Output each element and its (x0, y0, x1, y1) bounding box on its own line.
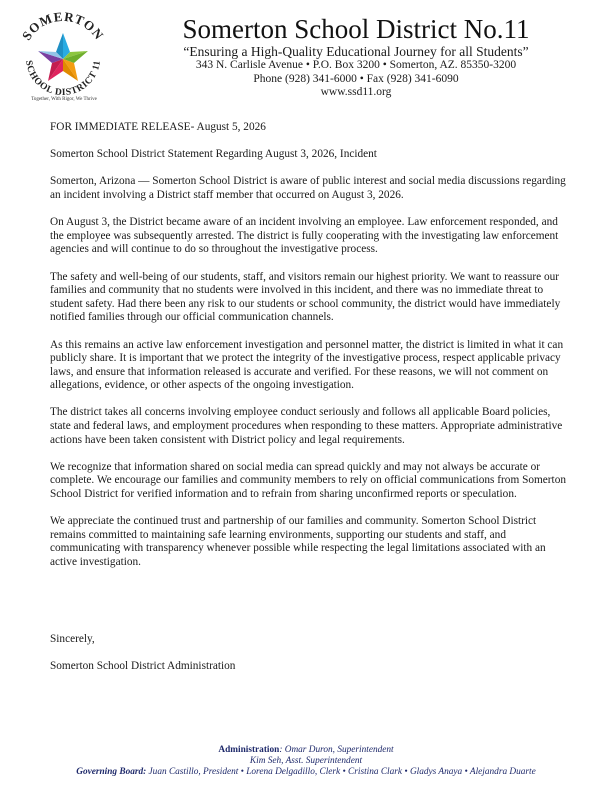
release-closing: Sincerely, (50, 633, 95, 645)
letterhead-text (118, 14, 594, 100)
district-name: Somerton School District No.11 (182, 14, 530, 44)
star-icon (38, 33, 88, 81)
release-dateline: FOR IMMEDIATE RELEASE- August 5, 2026 (50, 121, 266, 133)
footer-admin-label: Administration (218, 745, 280, 755)
release-paragraph: The district takes all concerns involving employee conduct seriously and follows all applicable Board policies, state and federal laws, and employment procedures when responding to these matters. Appropriate administrative actions have been taken consistent with District policy and legal requirements. (50, 406, 563, 446)
release-body (50, 121, 570, 583)
release-paragraph: We appreciate the continued trust and partnership of our families and community. Somerton School District remains committed to maintaining safe learning environments, supporting our students and staff, and communicating with transparency whenever possible while respecting the legal limitations associated with an active investigation. (50, 515, 546, 568)
footer-board-line (0, 767, 612, 778)
district-logo (12, 10, 114, 108)
footer-admin-line2: Kim Seh, Asst. Superintendent (249, 756, 363, 767)
logo-ring-text-bottom: SCHOOL DISTRICT 11 (23, 59, 103, 99)
logo-ring-text-top: SOMERTON (18, 10, 108, 43)
release-paragraph: The safety and well-being of our students, staff, and visitors remain our highest priority. We want to reassure our families and community that no students were involved in this incident, and there was no immediate threat to student safety. Had there been any risk to our students or school community, the district would have immediately notified families through our official communication channels. (50, 270, 561, 324)
footer-admin-line (0, 745, 612, 756)
release-paragraph: We recognize that information shared on social media can spread quickly and may not always be accurate or complete. We encourage our families and community members to rely on official communications from Somerton School District for verified information and to refrain from sharing unconfirmed reports or speculation. (50, 460, 566, 501)
district-phone-fax: Phone (928) 341-6000 • Fax (928) 341-6090 (253, 72, 459, 85)
district-website: www.ssd11.org (320, 86, 392, 98)
district-motto: “Ensuring a High-Quality Educational Journey for all Students” (183, 44, 529, 59)
release-paragraph: As this remains an active law enforcement investigation and personnel matter, the district is limited in what it can publicly share. It is important that we protect the integrity of the investigative process, respect applicable privacy laws, and ensure that information released is accurate and verified. For these reasons, we will not comment on allegations, evidence, or other aspects of the ongoing investigation. (50, 338, 564, 392)
release-paragraph: Somerton, Arizona — Somerton School District is aware of public interest and social media discussions regarding an incident involving a District staff member that occurred on August 3, 2026. (50, 175, 566, 201)
footer-board-label: Governing Board: (76, 767, 147, 778)
footer-admin-names: : Omar Duron, Superintendent (279, 745, 394, 755)
release-paragraph: On August 3, the District became aware of an incident involving an employee. Law enforcement responded, and the employee was subsequently arrested. The district is fully cooperating with the investigating law enforcement agencies and will continue to do so throughout the investigative process. (50, 216, 559, 256)
page-footer (0, 745, 612, 779)
letterhead (0, 0, 612, 115)
release-signature: Somerton School District Administration (50, 660, 236, 672)
footer-board-members: Juan Castillo, President • Lorena Delgadillo, Clerk • Cristina Clark • Gladys Anaya • Alejandra Duarte (146, 767, 536, 778)
release-subject: Somerton School District Statement Regarding August 3, 2026, Incident (50, 148, 377, 161)
district-address: 343 N. Carlisle Avenue • P.O. Box 3200 • Somerton, AZ. 85350-3200 (195, 59, 517, 71)
logo-tagline: Together, With Rigor, We Thrive (31, 97, 97, 102)
